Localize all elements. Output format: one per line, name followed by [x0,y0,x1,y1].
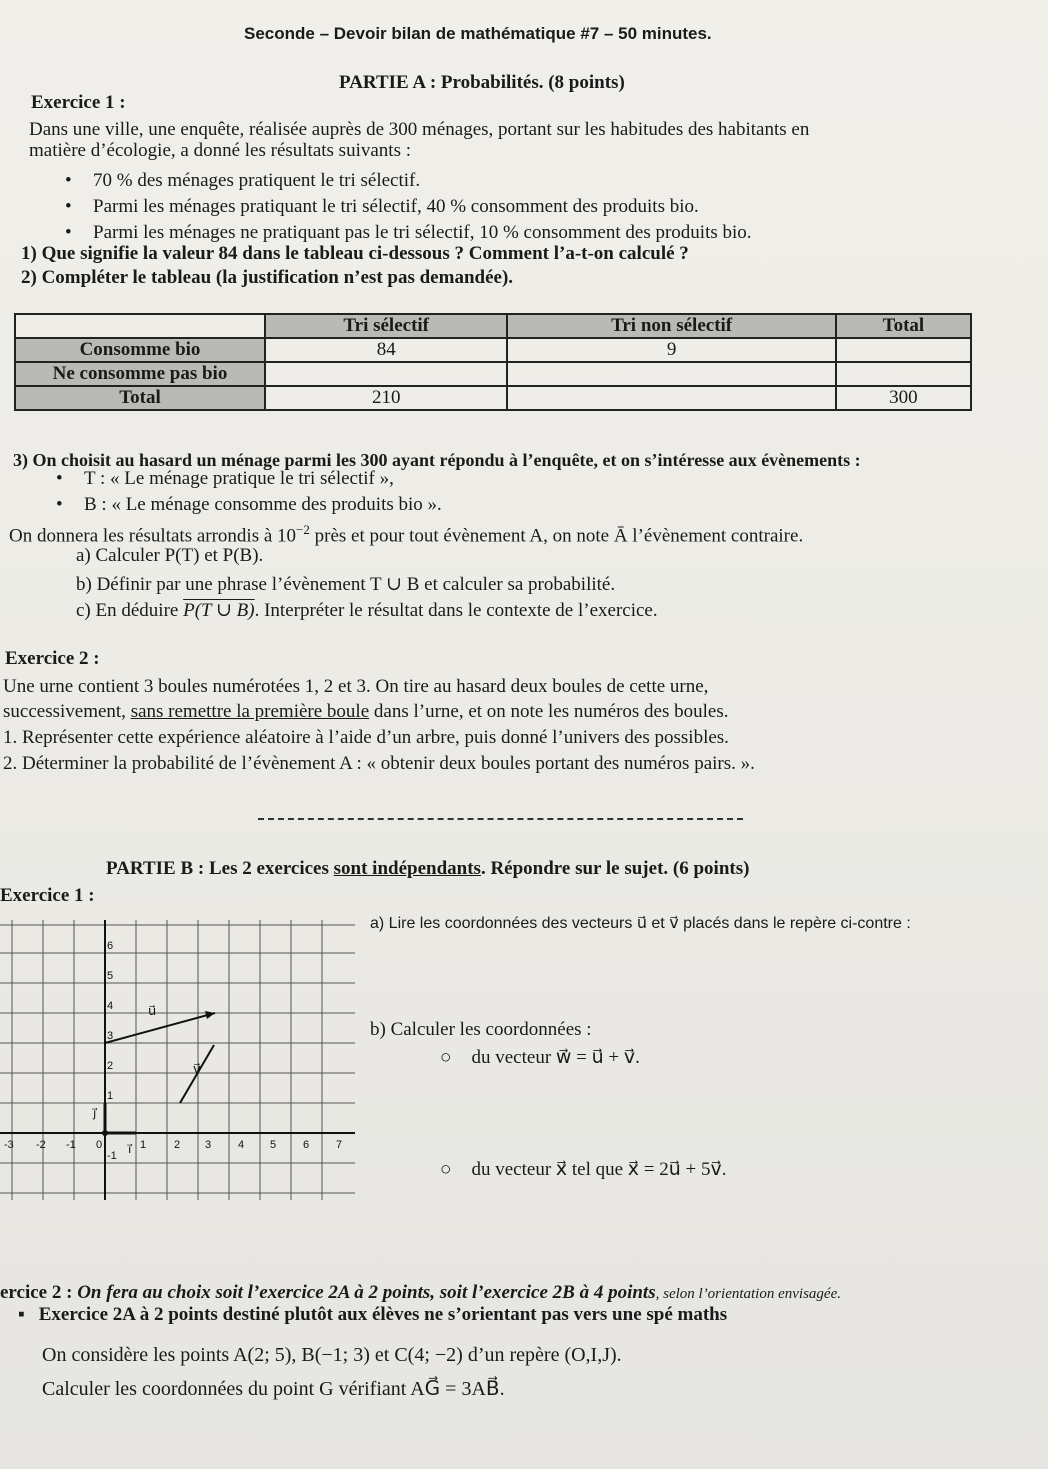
x-tick-label: -1 [66,1139,76,1151]
part-b-title-prefix: PARTIE B : Les 2 exercices [106,858,334,879]
table-row-header: Consomme bio [15,338,265,362]
q3c-prefix: c) En déduire [76,600,184,621]
x-tick-label: 7 [336,1139,343,1151]
ex1-question-3c [76,599,658,622]
x-tick-label: 1 [140,1139,147,1151]
x-tick-label: 4 [238,1139,245,1151]
q3c-math: P(T ∪ B) [183,600,255,621]
table-cell [507,362,835,386]
y-tick-label: -1 [107,1150,117,1162]
y-tick-label: 5 [107,970,114,982]
x-tick-label: 6 [303,1139,310,1151]
table-cell [265,362,507,386]
part-b-vector-x [440,1158,727,1181]
ex2-heading: Exercice 2 : [5,648,100,669]
origin-point [102,1130,108,1136]
ex1-bullet-3: • Parmi les ménages ne pratiquant pas le tri sélectif, 10 % consomment des produits bio. [93,222,752,244]
part-b-ex1-heading: Exercice 1 : [0,885,95,906]
ex1-question-3a: a) Calculer P(T) et P(B). [76,545,264,566]
table-cell: 9 [507,338,835,362]
part-b-title [106,858,749,880]
circle-bullet: ○ [440,1047,452,1068]
part-b-vector-w [440,1046,640,1069]
part-b-title-suffix: . Répondre sur le sujet. (6 points) [480,858,750,879]
part-a-title: PARTIE A : Probabilités. (8 points) [339,72,625,93]
y-tick-label: 1 [107,1090,114,1102]
table-header-cell: Total [836,314,971,338]
table-row-header: Total [15,386,265,410]
contingency-table [14,313,972,411]
event-b: • B : « Le ménage consomme des produits bio ». [84,494,442,516]
ex2-heading-italic: On fera au choix soit l’exercice 2A à 2 points, soit l’exercice 2B à 4 points [77,1282,656,1303]
table-row [15,338,971,362]
ex1-question-1: 1) Que signifie la valeur 84 dans le tableau ci-dessous ? Comment l’a-t-on calculé ? [21,243,689,264]
part-b-question-a: a) Lire les coordonnées des vecteurs u⃗ et v⃗ placés dans le repère ci-contre : [370,915,911,932]
rounding-prefix: On donnera les résultats arrondis à 10 [9,525,297,547]
table-row [15,362,971,386]
ex2-line-2-prefix: successivement, [3,701,131,722]
document-title: Seconde – Devoir bilan de mathématique #7 – 50 minutes. [244,24,712,43]
vector-u-label: u⃗ [148,1003,157,1018]
table-corner-cell [15,314,265,338]
table-row [15,386,971,410]
ex2-line-1: Une urne contient 3 boules numérotées 1, 2 et 3. On tire au hasard deux boules de cette urne, [3,676,709,697]
rounding-note [9,522,803,547]
ex1-intro-1: Dans une ville, une enquête, réalisée auprès de 300 ménages, portant sur les habitudes des habitants en [29,119,810,140]
table-cell: 300 [836,386,971,410]
ex2a-line-2: Calculer les coordonnées du point G vérifiant AG⃗ = 3AB⃗. [42,1378,505,1400]
table-cell [836,338,971,362]
x-tick-label: 2 [174,1139,181,1151]
ex1-intro-2: matière d’écologie, a donné les résultats suivants : [29,140,411,161]
table-header-cell: Tri sélectif [265,314,507,338]
unit-j-label: j⃗ [93,1106,97,1120]
y-tick-label: 3 [107,1030,114,1042]
x-tick-label: -2 [36,1139,46,1151]
event-t: • T : « Le ménage pratique le tri sélectif », [84,468,394,490]
ex2a-line-1: On considère les points A(2; 5), B(−1; 3) et C(4; −2) d’un repère (O,I,J). [42,1344,622,1366]
rounding-exponent: −2 [296,522,310,537]
ex1-bullet-2: • Parmi les ménages pratiquant le tri sélectif, 40 % consomment des produits bio. [93,196,699,218]
vector-v-label: v⃗ [193,1061,201,1076]
x-tick-label: 3 [205,1139,212,1151]
ex2-question-1: 1. Représenter cette expérience aléatoire à l’aide d’un arbre, puis donné l’univers des possibles. [3,727,729,748]
part-b-ex2-heading [0,1282,841,1304]
ex2-line-2-underlined: sans remettre la première boule [130,701,370,722]
y-tick-label: 2 [107,1060,114,1072]
table-cell [507,386,835,410]
unit-i-label: i⃗ [128,1142,132,1156]
ex2-line-2-suffix: dans l’urne, et on note les numéros des boules. [369,701,729,722]
ex2a-title-text: Exercice 2A à 2 points destiné plutôt aux élèves ne s’orientant pas vers une spé maths [38,1304,728,1325]
x-tick-label: 5 [270,1139,277,1151]
coordinate-grid [0,915,360,1205]
y-tick-label: 4 [107,1000,114,1012]
part-b-question-b: b) Calculer les coordonnées : [370,1019,592,1040]
table-header-cell: Tri non sélectif [507,314,835,338]
ex1-bullet-1: • 70 % des ménages pratiquent le tri sélectif. [93,170,420,192]
vector-w-text: du vecteur w⃗ = u⃗ + v⃗. [471,1047,640,1068]
q3c-suffix: . Interpréter le résultat dans le contexte de l’exercice. [254,600,658,621]
ex1-question-2: 2) Compléter le tableau (la justification n’est pas demandée). [21,267,514,288]
x-tick-label: 0 [96,1139,103,1151]
x-tick-label: -3 [4,1139,14,1151]
section-divider [258,818,743,820]
ex2-question-2: 2. Déterminer la probabilité de l’évènement A : « obtenir deux boules portant des numéros pairs. ». [3,753,755,774]
table-cell: 84 [265,338,507,362]
table-row-header: Ne consomme pas bio [15,362,265,386]
table-cell [836,362,971,386]
ex2-heading-bold: ercice 2 : [0,1282,78,1303]
y-tick-label: 6 [107,940,114,952]
part-b-title-underlined: sont indépendants [333,858,481,879]
ex1-heading: Exercice 1 : [31,92,126,113]
rounding-suffix: près et pour tout évènement A, on note Ā l’évènement contraire. [309,525,804,547]
ex2-line-2 [3,701,728,723]
table-header-row [15,314,971,338]
ex2a-title [18,1304,727,1326]
vector-u-arrowhead [205,1011,215,1019]
square-bullet: ▪ [18,1304,25,1325]
table-cell: 210 [265,386,507,410]
circle-bullet: ○ [440,1159,452,1180]
ex2-heading-small: , selon l’orientation envisagée. [655,1286,841,1302]
grid-lines [0,920,355,1200]
vector-x-text: du vecteur x⃗ tel que x⃗ = 2u⃗ + 5v⃗. [471,1159,727,1180]
ex1-question-3b: b) Définir par une phrase l’évènement T ∪ B et calculer sa probabilité. [76,574,616,595]
ex1-question-3: 3) On choisit au hasard un ménage parmi les 300 ayant répondu à l’enquête, et on s’intéresse aux évènements : [13,450,861,470]
